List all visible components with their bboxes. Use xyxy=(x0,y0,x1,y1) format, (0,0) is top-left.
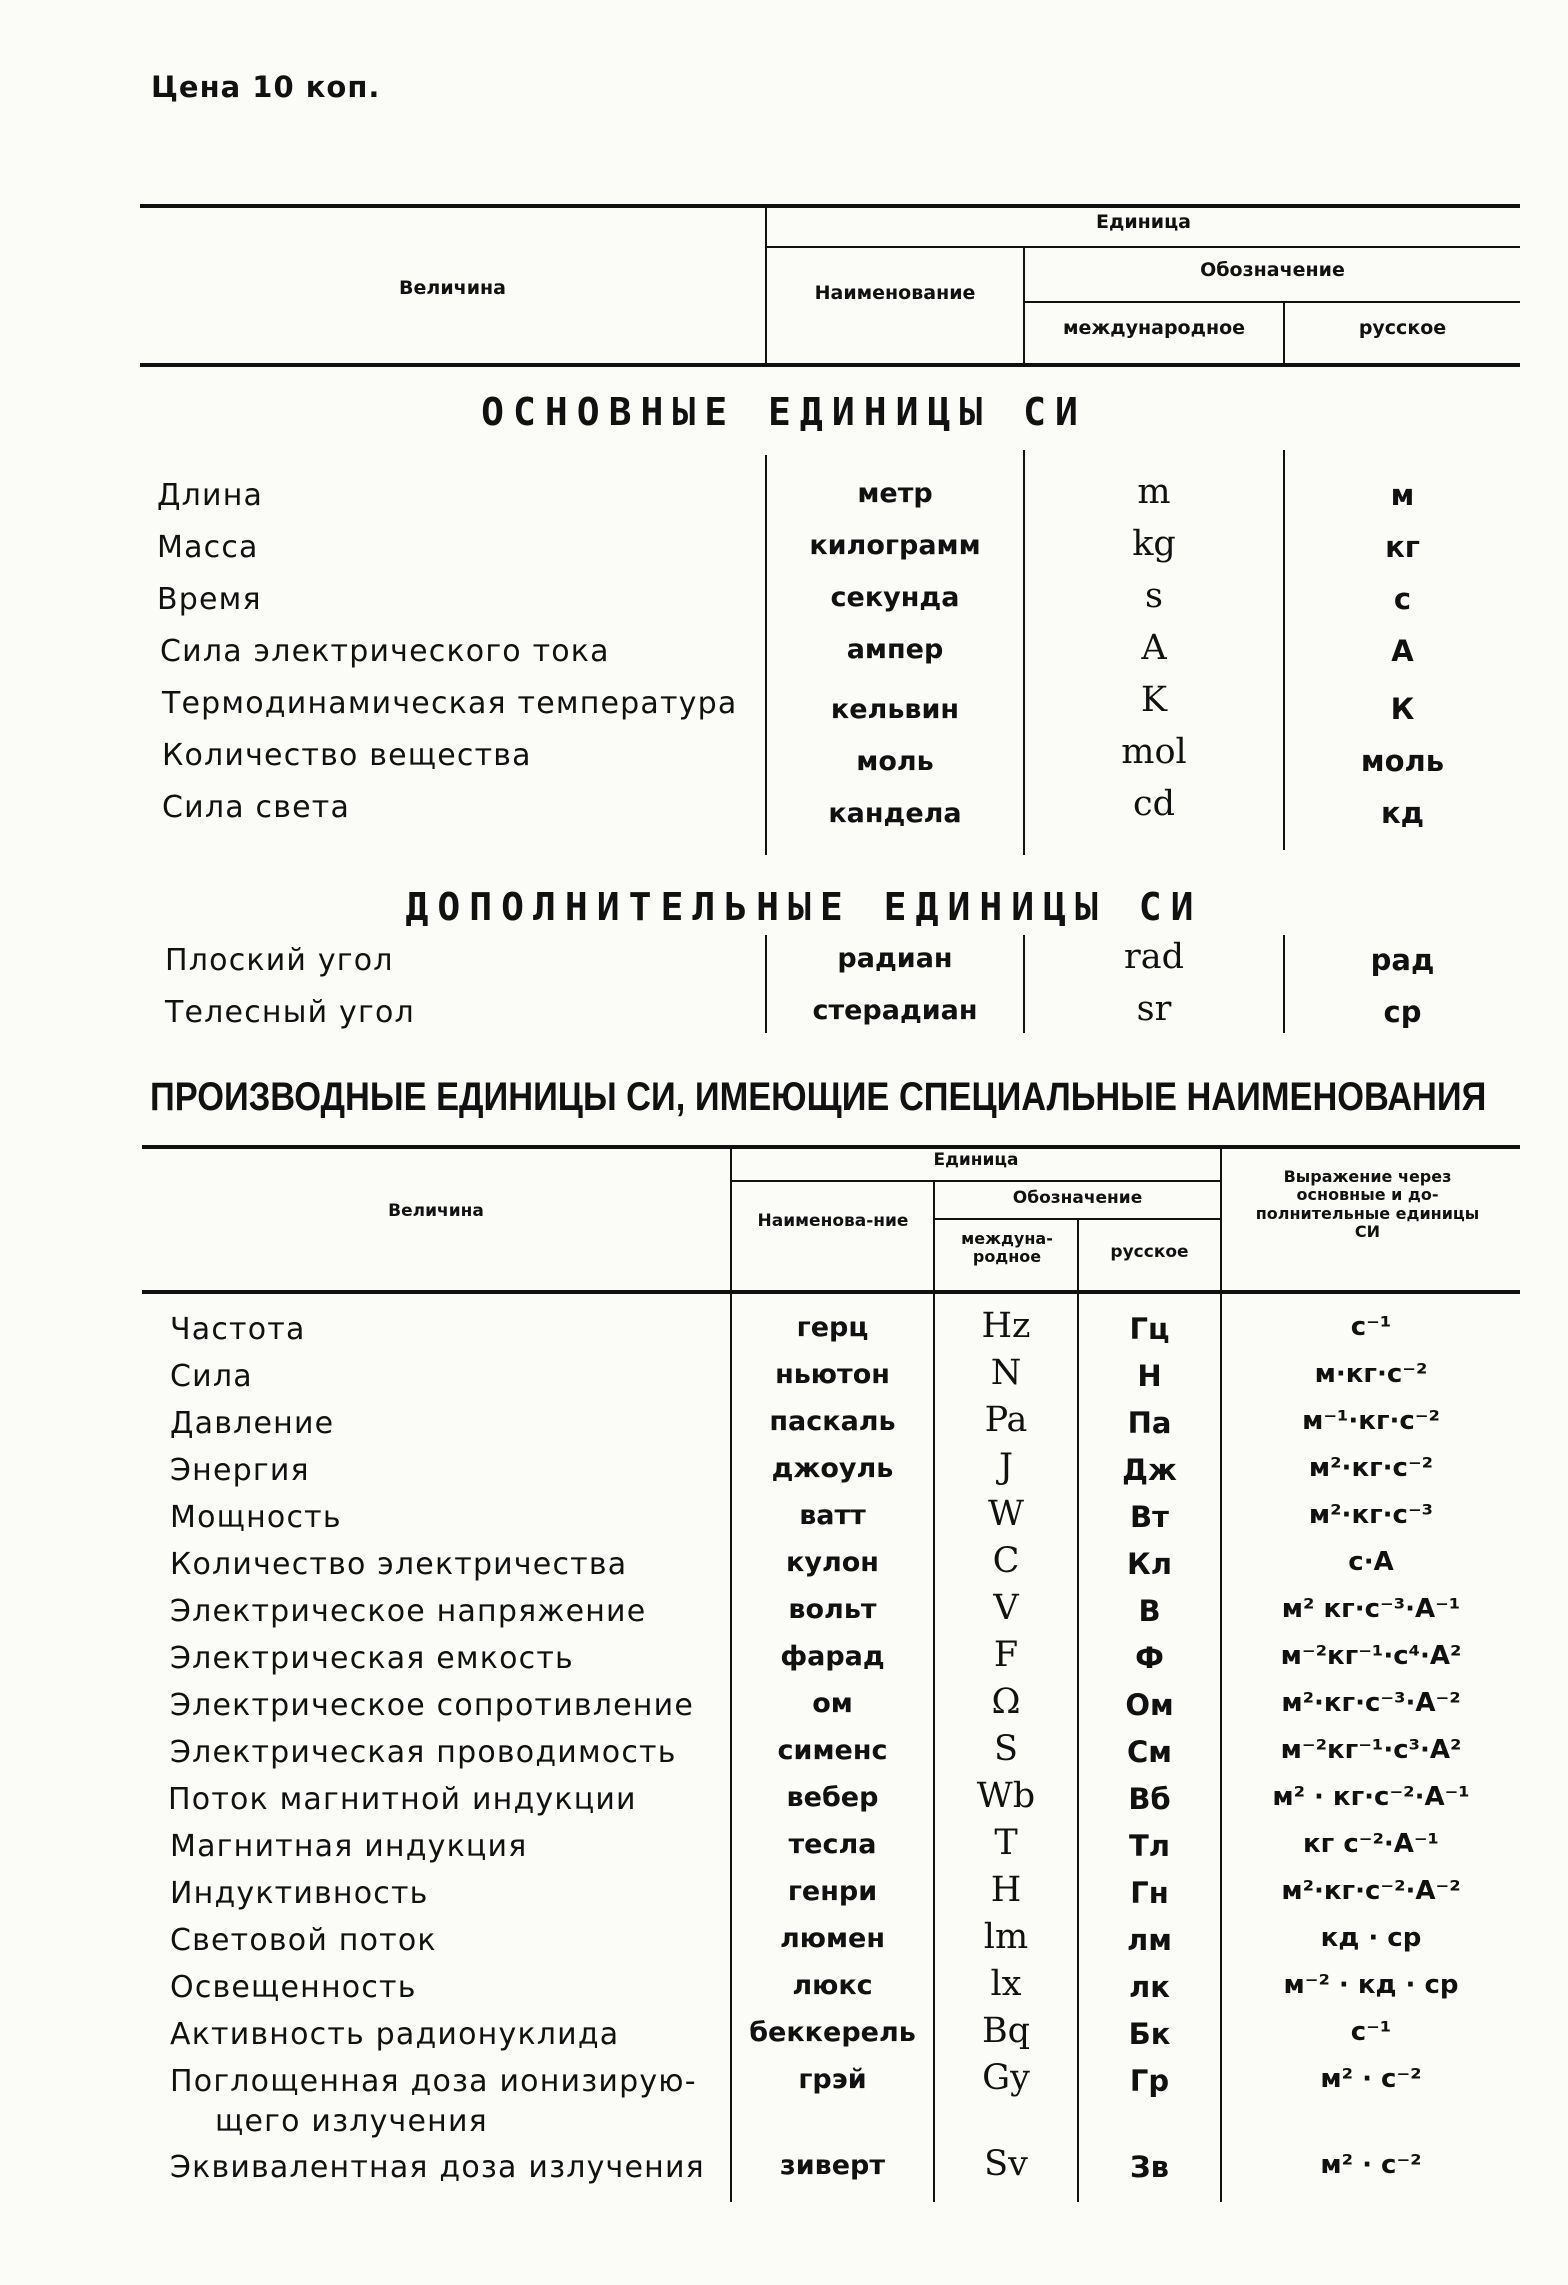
table-row xyxy=(0,1494,1568,1546)
rus-cell: м xyxy=(1390,478,1415,512)
intl-cell: F xyxy=(993,1635,1019,1675)
intl-cell: Ω xyxy=(991,1682,1021,1722)
name-cell: зиверт xyxy=(780,2150,885,2181)
rus-cell: Ф xyxy=(1135,1641,1164,1675)
name-cell: ватт xyxy=(799,1500,866,1531)
table-row xyxy=(0,1588,1568,1640)
quantity-cell: Частота xyxy=(170,1312,306,1347)
table-row xyxy=(0,989,1568,1041)
rus-cell: А xyxy=(1391,634,1414,668)
table-row xyxy=(0,524,1568,576)
intl-cell: mol xyxy=(1121,732,1187,772)
rus-cell: К xyxy=(1390,692,1415,726)
name-cell: ньютон xyxy=(775,1359,890,1390)
quantity-cell: Масса xyxy=(157,530,259,565)
intl-cell: rad xyxy=(1123,937,1184,977)
quantity-cell: Термодинамическая температура xyxy=(162,686,738,721)
rus-cell: Па xyxy=(1127,1406,1172,1440)
rus-cell: См xyxy=(1127,1735,1172,1769)
quantity-cell: Поглощенная доза ионизирую- xyxy=(170,2064,697,2099)
header2-russian: русское xyxy=(1110,1242,1189,1262)
quantity-cell: Сила электрического тока xyxy=(160,634,610,669)
rus-cell: Вт xyxy=(1130,1500,1169,1534)
rus-cell: Гц xyxy=(1129,1312,1170,1346)
intl-cell: V xyxy=(993,1588,1019,1628)
table-row xyxy=(0,784,1568,836)
quantity-cell: Световой поток xyxy=(170,1923,437,1958)
intl-cell: C xyxy=(992,1541,1020,1581)
header2-international: междуна-родное xyxy=(961,1229,1053,1267)
expr-cell: кг с⁻²·А⁻¹ xyxy=(1303,1829,1439,1859)
table-row xyxy=(0,2104,1568,2150)
quantity-cell: Поток магнитной индукции xyxy=(168,1782,637,1817)
name-cell: беккерель xyxy=(749,2017,916,2048)
header2-unit: Единица xyxy=(933,1150,1019,1170)
rus-cell: Гн xyxy=(1130,1876,1169,1910)
intl-cell: kg xyxy=(1132,524,1176,564)
rus-cell: В xyxy=(1138,1594,1161,1628)
expr-cell: м²·кг·с⁻² xyxy=(1308,1453,1434,1483)
table-row xyxy=(0,576,1568,628)
expr-cell: м⁻² · кд · ср xyxy=(1283,1970,1459,2000)
quantity-cell: щего излучения xyxy=(215,2104,488,2139)
quantity-cell: Длина xyxy=(157,478,264,513)
intl-cell: sr xyxy=(1136,989,1172,1029)
expr-cell: м²·кг·с⁻³·А⁻² xyxy=(1281,1688,1461,1718)
rus-cell: Бк xyxy=(1128,2017,1171,2051)
expr-cell: м² кг·с⁻³·А⁻¹ xyxy=(1281,1594,1461,1624)
table-row xyxy=(0,1447,1568,1499)
quantity-cell: Плоский угол xyxy=(165,943,394,978)
name-cell: люмен xyxy=(779,1923,886,1954)
section-derived-units: ПРОИЗВОДНЫЕ ЕДИНИЦЫ СИ, ИМЕЮЩИЕ СПЕЦИАЛЬНЫЕ НАИМЕНОВАНИЯ xyxy=(150,1075,1487,1119)
table-row xyxy=(0,628,1568,680)
quantity-cell: Магнитная индукция xyxy=(170,1829,528,1864)
table-row xyxy=(0,1729,1568,1781)
rus-cell: Тл xyxy=(1128,1829,1171,1863)
header-unit: Единица xyxy=(1096,211,1191,233)
name-cell: секунда xyxy=(830,582,960,613)
quantity-cell: Количество вещества xyxy=(162,738,532,773)
header2-name: Наименова-ние xyxy=(757,1211,909,1231)
table-row xyxy=(0,680,1568,732)
quantity-cell: Освещенность xyxy=(170,1970,417,2005)
expr-cell: м² · с⁻² xyxy=(1320,2064,1422,2094)
table-row xyxy=(0,1635,1568,1687)
section-base-units: ОСНОВНЫЕ ЕДИНИЦЫ СИ xyxy=(481,390,1087,434)
header-name: Наименование xyxy=(814,282,976,304)
name-cell: фарад xyxy=(780,1641,885,1672)
name-cell: ом xyxy=(812,1688,853,1719)
rus-cell: Кл xyxy=(1127,1547,1172,1581)
header2-quantity: Величина xyxy=(388,1201,484,1221)
intl-cell: cd xyxy=(1132,784,1175,824)
table-row xyxy=(0,1823,1568,1875)
intl-cell: s xyxy=(1145,576,1163,616)
intl-cell: T xyxy=(994,1823,1018,1863)
rus-cell: моль xyxy=(1360,744,1445,778)
intl-cell: Wb xyxy=(976,1776,1036,1816)
name-cell: вебер xyxy=(786,1782,879,1813)
intl-cell: Sv xyxy=(984,2144,1028,2184)
name-cell: килограмм xyxy=(809,530,981,561)
quantity-cell: Телесный угол xyxy=(165,995,415,1030)
header2-designation: Обозначение xyxy=(1012,1188,1143,1208)
quantity-cell: Количество электричества xyxy=(170,1547,628,1582)
table-row xyxy=(0,1353,1568,1405)
intl-cell: Bq xyxy=(981,2011,1031,2051)
quantity-cell: Активность радионуклида xyxy=(170,2017,620,2052)
name-cell: генри xyxy=(787,1876,878,1907)
quantity-cell: Сила xyxy=(170,1359,253,1394)
expr-cell: с·А xyxy=(1348,1547,1394,1577)
intl-cell: Hz xyxy=(981,1306,1031,1346)
name-cell: ампер xyxy=(846,634,944,665)
table-row xyxy=(0,1917,1568,1969)
rus-cell: кд xyxy=(1380,796,1425,830)
name-cell: грэй xyxy=(798,2064,867,2095)
rus-cell: с xyxy=(1393,582,1412,616)
table-row xyxy=(0,2144,1568,2196)
table-row xyxy=(0,1776,1568,1828)
table-row xyxy=(0,472,1568,524)
expr-cell: м²·кг·с⁻²·А⁻² xyxy=(1281,1876,1461,1906)
expr-cell: с⁻¹ xyxy=(1350,1312,1392,1342)
header-designation: Обозначение xyxy=(1200,259,1345,281)
rus-cell: Вб xyxy=(1128,1782,1171,1816)
header-international: международное xyxy=(1062,317,1246,339)
name-cell: кулон xyxy=(786,1547,879,1578)
expr-cell: с⁻¹ xyxy=(1350,2017,1392,2047)
intl-cell: H xyxy=(990,1870,1022,1910)
section-supplementary-units: ДОПОЛНИТЕЛЬНЫЕ ЕДИНИЦЫ СИ xyxy=(405,885,1203,929)
table-row xyxy=(0,732,1568,784)
name-cell: вольт xyxy=(788,1594,877,1625)
expr-cell: м⁻¹·кг·с⁻² xyxy=(1302,1406,1440,1436)
intl-cell: J xyxy=(998,1447,1014,1487)
quantity-cell: Время xyxy=(157,582,262,617)
intl-cell: Pa xyxy=(984,1400,1028,1440)
name-cell: радиан xyxy=(837,943,953,974)
rus-cell: Ом xyxy=(1125,1688,1174,1722)
name-cell: джоуль xyxy=(771,1453,894,1484)
quantity-cell: Электрическая емкость xyxy=(170,1641,574,1676)
name-cell: паскаль xyxy=(769,1406,896,1437)
name-cell: кельвин xyxy=(830,694,960,725)
expr-cell: м·кг·с⁻² xyxy=(1314,1359,1428,1389)
name-cell: моль xyxy=(856,746,934,777)
quantity-cell: Мощность xyxy=(170,1500,342,1535)
intl-cell: N xyxy=(990,1353,1022,1393)
name-cell: тесла xyxy=(788,1829,877,1860)
rus-cell: Дж xyxy=(1122,1453,1177,1487)
expr-cell: м⁻²кг⁻¹·с³·А² xyxy=(1280,1735,1462,1765)
rus-cell: ср xyxy=(1383,995,1422,1029)
quantity-cell: Сила света xyxy=(162,790,351,825)
table-row xyxy=(0,1541,1568,1593)
intl-cell: K xyxy=(1140,680,1168,720)
name-cell: стерадиан xyxy=(812,995,978,1026)
table-row xyxy=(0,1870,1568,1922)
table-row xyxy=(0,2011,1568,2063)
table-row xyxy=(0,1306,1568,1358)
intl-cell: lm xyxy=(983,1917,1029,1957)
expr-cell: м⁻²кг⁻¹·с⁴·А² xyxy=(1280,1641,1462,1671)
rus-cell: лм xyxy=(1127,1923,1172,1957)
quantity-cell: Эквивалентная доза излучения xyxy=(170,2150,705,2185)
quantity-cell: Энергия xyxy=(170,1453,310,1488)
table-row xyxy=(0,1964,1568,2016)
name-cell: сименс xyxy=(777,1735,888,1766)
expr-cell: кд · ср xyxy=(1320,1923,1422,1953)
intl-cell: m xyxy=(1137,472,1171,512)
header2-expression: Выражение через основные и до-полнительные единицы СИ xyxy=(1255,1167,1480,1242)
expr-cell: м² · с⁻² xyxy=(1320,2150,1422,2180)
quantity-cell: Электрическое сопротивление xyxy=(170,1688,694,1723)
table-row xyxy=(0,1400,1568,1452)
table-row xyxy=(0,937,1568,989)
name-cell: люкс xyxy=(792,1970,873,2001)
expr-cell: м²·кг·с⁻³ xyxy=(1308,1500,1434,1530)
quantity-cell: Индуктивность xyxy=(170,1876,429,1911)
rus-cell: кг xyxy=(1385,530,1420,564)
rus-cell: Зв xyxy=(1130,2150,1169,2184)
name-cell: герц xyxy=(796,1312,869,1343)
rus-cell: Гр xyxy=(1129,2064,1170,2098)
quantity-cell: Давление xyxy=(170,1406,335,1441)
price-label: Цена 10 коп. xyxy=(151,70,381,104)
intl-cell: S xyxy=(994,1729,1018,1769)
intl-cell: W xyxy=(988,1494,1024,1534)
header-quantity: Величина xyxy=(399,277,506,299)
rus-cell: Н xyxy=(1137,1359,1162,1393)
intl-cell: Gy xyxy=(982,2058,1030,2098)
expr-cell: м² · кг·с⁻²·А⁻¹ xyxy=(1272,1782,1470,1812)
quantity-cell: Электрическая проводимость xyxy=(170,1735,677,1770)
header-russian: русское xyxy=(1358,317,1447,339)
rus-cell: рад xyxy=(1370,943,1435,977)
quantity-cell: Электрическое напряжение xyxy=(170,1594,647,1629)
intl-cell: A xyxy=(1141,628,1167,668)
name-cell: кандела xyxy=(828,798,962,829)
table-row xyxy=(0,1682,1568,1734)
intl-cell: lx xyxy=(990,1964,1022,2004)
name-cell: метр xyxy=(857,478,933,509)
rus-cell: лк xyxy=(1129,1970,1170,2004)
